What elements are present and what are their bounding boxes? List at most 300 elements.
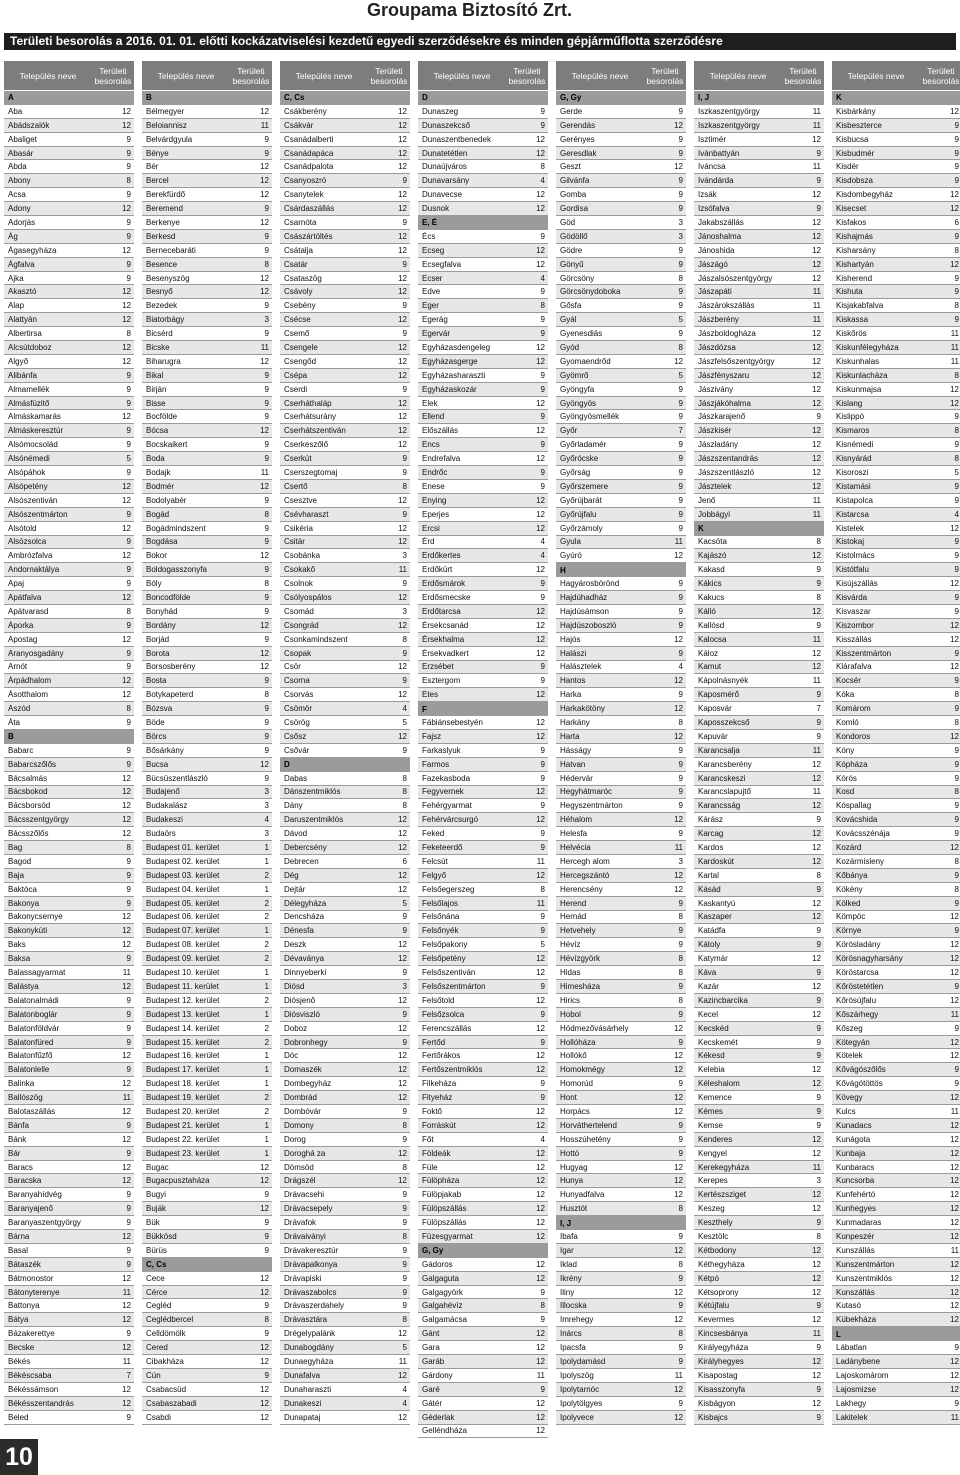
territorial-rating: 9 — [954, 815, 959, 825]
territorial-rating: 9 — [816, 731, 821, 741]
settlement-name: Kővágótöttös — [836, 1079, 883, 1089]
letter-section-header — [556, 91, 686, 105]
territorial-rating: 4 — [540, 176, 545, 186]
settlement-name: Csömör — [284, 704, 313, 714]
table-row — [280, 841, 410, 855]
territorial-rating: 12 — [122, 773, 131, 783]
table-row — [4, 272, 134, 286]
territorial-rating: 12 — [674, 1106, 683, 1116]
settlement-name: Kardoskút — [698, 856, 735, 866]
settlement-name: Budapest 15. kerület — [146, 1037, 220, 1047]
table-row — [556, 1244, 686, 1258]
table-row — [142, 605, 272, 619]
territorial-rating: 8 — [954, 454, 959, 464]
table-row — [4, 369, 134, 383]
territorial-rating: 9 — [264, 565, 269, 575]
table-row — [418, 272, 548, 286]
table-row — [280, 244, 410, 258]
table-row — [418, 313, 548, 327]
table-row — [556, 480, 686, 494]
settlement-name: Bezedek — [146, 301, 178, 311]
table-row — [694, 966, 824, 980]
territorial-rating: 9 — [954, 176, 959, 186]
table-row — [142, 216, 272, 230]
territorial-rating: 8 — [678, 995, 683, 1005]
territorial-rating: 1 — [264, 843, 269, 853]
section-letter: K — [698, 524, 704, 534]
table-row — [418, 730, 548, 744]
table-row — [418, 480, 548, 494]
table-row — [556, 897, 686, 911]
settlement-name: Bugyi — [146, 1190, 167, 1200]
settlement-name: Klárafalva — [836, 662, 872, 672]
territorial-rating: 9 — [954, 1079, 959, 1089]
table-row — [142, 952, 272, 966]
table-row — [694, 452, 824, 466]
territorial-rating: 12 — [260, 1287, 269, 1297]
settlement-name: Kevermes — [698, 1315, 735, 1325]
territorial-rating: 9 — [264, 593, 269, 602]
table-row — [280, 702, 410, 716]
territorial-rating: 8 — [264, 1315, 269, 1325]
table-row — [556, 147, 686, 161]
table-row — [4, 105, 134, 119]
settlement-name: Csákvár — [284, 120, 314, 130]
settlement-name: Apátvarasd — [8, 606, 49, 616]
territorial-rating: 12 — [536, 356, 545, 366]
territorial-rating: 12 — [260, 190, 269, 200]
territorial-rating: 9 — [540, 1009, 545, 1019]
settlement-name: Csonkamindszent — [284, 634, 348, 644]
territorial-rating: 12 — [536, 787, 545, 797]
table-row — [280, 299, 410, 313]
territorial-rating: 12 — [950, 1176, 959, 1186]
settlement-name: Battonya — [8, 1301, 40, 1311]
table-row — [694, 355, 824, 369]
settlement-name: Alsózsolca — [8, 537, 47, 547]
table-row — [694, 1216, 824, 1230]
settlement-name: Ág — [8, 231, 18, 241]
table-row — [418, 452, 548, 466]
header-name-label: Település neve — [19, 70, 77, 81]
territorial-rating: 12 — [398, 1023, 407, 1033]
table-row — [4, 716, 134, 730]
settlement-name: Kisbucsa — [836, 134, 869, 144]
settlement-name: Kőszárhegy — [836, 1009, 879, 1019]
table-row — [832, 966, 960, 980]
settlement-name: Iklad — [560, 1259, 577, 1269]
table-row — [418, 119, 548, 133]
territorial-rating: 12 — [398, 495, 407, 505]
territorial-rating: 12 — [674, 356, 683, 366]
table-row — [556, 285, 686, 299]
table-row — [142, 633, 272, 647]
settlement-name: Drégelypalánk — [284, 1329, 336, 1339]
territorial-rating: 8 — [678, 954, 683, 964]
territorial-rating: 12 — [950, 843, 959, 853]
section-letter: C, Cs — [146, 1260, 167, 1270]
settlement-name: Egyházasdengeleg — [422, 342, 491, 352]
settlement-name: Berekfürdő — [146, 190, 186, 200]
table-row — [418, 410, 548, 424]
territorial-rating: 12 — [674, 1245, 683, 1255]
settlement-name: Budapest 10. kerület — [146, 968, 220, 978]
settlement-name: Jenő — [698, 495, 716, 505]
table-row — [280, 508, 410, 522]
table-row — [142, 897, 272, 911]
territorial-rating: 8 — [402, 634, 407, 644]
table-row — [694, 1133, 824, 1147]
column-header — [142, 61, 272, 90]
settlement-name: Kisújszállás — [836, 579, 878, 589]
settlement-name: Diósjenő — [284, 995, 316, 1005]
territorial-rating: 9 — [678, 745, 683, 755]
settlement-name: Békéscsaba — [8, 1370, 52, 1380]
territorial-rating: 1 — [264, 1079, 269, 1089]
table-row — [142, 1063, 272, 1077]
table-row — [556, 1008, 686, 1022]
table-row — [418, 1383, 548, 1397]
settlement-name: Kákics — [698, 579, 722, 589]
settlement-name: Csataszög — [284, 273, 322, 283]
settlement-name: Jászkisér — [698, 426, 732, 436]
territorial-rating: 8 — [264, 259, 269, 269]
table-row — [4, 1174, 134, 1188]
territorial-rating: 9 — [954, 676, 959, 686]
settlement-name: Hegyhátmaróc — [560, 787, 613, 797]
letter-section-header — [832, 1327, 960, 1341]
settlement-name: Hirics — [560, 995, 580, 1005]
settlement-name: Himesháza — [560, 981, 601, 991]
territorial-rating: 9 — [402, 384, 407, 394]
settlement-name: Erdőtarcsa — [422, 606, 461, 616]
table-row — [4, 1091, 134, 1105]
settlement-name: Kövegy — [836, 1093, 863, 1103]
territorial-rating: 12 — [122, 481, 131, 491]
settlement-name: Bácsszőlős — [8, 829, 49, 839]
settlement-name: Békés — [8, 1356, 31, 1366]
settlement-name: Káva — [698, 968, 717, 978]
settlement-name: Jászberény — [698, 315, 739, 325]
territorial-rating: 12 — [122, 204, 131, 214]
settlement-name: Bózsva — [146, 704, 173, 714]
table-row — [418, 674, 548, 688]
table-row — [142, 299, 272, 313]
settlement-name: Kórós — [836, 773, 857, 783]
settlement-name: Ipacsfa — [560, 1343, 586, 1353]
table-row — [280, 938, 410, 952]
territorial-rating: 12 — [950, 579, 959, 589]
table-row — [418, 133, 548, 147]
settlement-name: Érsekvadkert — [422, 648, 469, 658]
settlement-name: Kunszentmárton — [836, 1259, 895, 1269]
settlement-name: Kozárd — [836, 843, 862, 853]
table-row — [556, 966, 686, 980]
settlement-name: Csebény — [284, 301, 316, 311]
settlement-name: Kékesd — [698, 1051, 725, 1061]
table-row — [4, 688, 134, 702]
table-row — [694, 160, 824, 174]
settlement-name: Isztimér — [698, 134, 726, 144]
territorial-rating: 9 — [126, 190, 131, 200]
table-row — [4, 1063, 134, 1077]
table-row — [142, 272, 272, 286]
territorial-rating: 12 — [812, 1398, 821, 1408]
table-row — [142, 1091, 272, 1105]
table-row — [832, 786, 960, 800]
territorial-rating: 9 — [678, 1398, 683, 1408]
table-row — [694, 994, 824, 1008]
settlement-name: Geresdlak — [560, 148, 597, 158]
settlement-name: Dinnyeberki — [284, 968, 327, 978]
territorial-rating: 8 — [816, 870, 821, 880]
table-row — [142, 1230, 272, 1244]
settlement-name: Basal — [8, 1245, 29, 1255]
territorial-rating: 8 — [402, 1120, 407, 1130]
table-row — [142, 924, 272, 938]
settlement-name: Jászjákóhalma — [698, 398, 751, 408]
table-row — [418, 1313, 548, 1327]
table-row — [694, 1105, 824, 1119]
territorial-rating: 9 — [126, 954, 131, 964]
table-row — [142, 1244, 272, 1258]
territorial-rating: 9 — [402, 217, 407, 227]
settlement-name: Halásztelek — [560, 662, 602, 672]
table-row — [694, 1272, 824, 1286]
settlement-name: Helvécia — [560, 843, 591, 853]
territorial-rating: 8 — [954, 245, 959, 255]
settlement-name: Dunaszekcső — [422, 120, 471, 130]
territorial-rating: 12 — [398, 440, 407, 450]
territorial-rating: 9 — [126, 579, 131, 589]
settlement-name: Drágszél — [284, 1176, 316, 1186]
territorial-rating: 12 — [950, 1287, 959, 1297]
settlement-name: Lakhegy — [836, 1398, 867, 1408]
settlement-name: Kelebia — [698, 1065, 725, 1075]
territorial-rating: 12 — [812, 1259, 821, 1269]
settlement-name: Gerényes — [560, 134, 595, 144]
letter-section-header — [418, 702, 548, 716]
territorial-rating: 12 — [812, 1370, 821, 1380]
territorial-rating: 9 — [402, 1301, 407, 1311]
settlement-name: Hantos — [560, 676, 586, 686]
settlement-name: Balatonföldvár — [8, 1023, 60, 1033]
table-row — [556, 397, 686, 411]
territorial-rating: 9 — [126, 1329, 131, 1339]
table-row — [142, 827, 272, 841]
settlement-name: Alsószentmárton — [8, 509, 68, 519]
table-row — [418, 786, 548, 800]
table-row — [4, 285, 134, 299]
territorial-rating: 12 — [536, 148, 545, 158]
settlement-name: Ajka — [8, 273, 24, 283]
table-row — [280, 897, 410, 911]
table-row — [4, 188, 134, 202]
table-row — [280, 1355, 410, 1369]
settlement-name: Előszállás — [422, 426, 459, 436]
settlement-name: Bakonykúti — [8, 926, 48, 936]
territorial-rating: 12 — [812, 829, 821, 839]
settlement-name: Káloz — [698, 648, 719, 658]
territorial-rating: 9 — [678, 245, 683, 255]
settlement-name: Dejtár — [284, 884, 306, 894]
table-row — [556, 938, 686, 952]
table-row — [280, 272, 410, 286]
territorial-rating: 8 — [402, 801, 407, 811]
territorial-rating: 9 — [402, 648, 407, 658]
settlement-name: Bősárkány — [146, 745, 184, 755]
table-row — [142, 1202, 272, 1216]
territorial-rating: 12 — [536, 731, 545, 741]
settlement-name: Ivándárda — [698, 176, 734, 186]
settlement-name: Kemence — [698, 1093, 732, 1103]
territorial-rating: 9 — [540, 579, 545, 589]
settlement-name: Körösnagyharsány — [836, 954, 903, 964]
table-row — [4, 911, 134, 925]
settlement-name: Kulcs — [836, 1106, 856, 1116]
settlement-name: Ecser — [422, 273, 443, 283]
territorial-rating: 12 — [122, 315, 131, 325]
section-letter: C, Cs — [284, 93, 305, 103]
territorial-rating: 9 — [402, 1245, 407, 1255]
settlement-name: Farmos — [422, 759, 450, 769]
table-row — [556, 258, 686, 272]
territorial-rating: 9 — [816, 565, 821, 575]
territorial-rating: 12 — [812, 759, 821, 769]
table-row — [142, 1355, 272, 1369]
settlement-name: Kistapolca — [836, 495, 873, 505]
table-row — [418, 147, 548, 161]
settlement-name: Baja — [8, 870, 25, 880]
settlement-name: Iszkaszentgyörgy — [698, 106, 760, 116]
territorial-rating: 8 — [402, 1315, 407, 1325]
table-row — [556, 410, 686, 424]
table-row — [418, 536, 548, 550]
territorial-rating: 12 — [398, 523, 407, 533]
table-row — [694, 813, 824, 827]
territorial-rating: 9 — [540, 120, 545, 130]
settlement-name: Galgamácsa — [422, 1315, 467, 1325]
settlement-name: Budakalász — [146, 801, 188, 811]
territorial-rating: 9 — [264, 606, 269, 616]
settlement-name: Felsőzsolca — [422, 1009, 465, 1019]
settlement-name: Karancsság — [698, 801, 741, 811]
settlement-name: Deszk — [284, 940, 307, 950]
table-row — [418, 1091, 548, 1105]
table-row — [142, 966, 272, 980]
table-row — [418, 605, 548, 619]
territorial-rating: 12 — [398, 1370, 407, 1380]
settlement-name: Karancskeszi — [698, 773, 746, 783]
settlement-name: Abasár — [8, 148, 34, 158]
settlement-name: Kisnyárád — [836, 454, 872, 464]
territorial-rating: 9 — [954, 606, 959, 616]
table-row — [142, 522, 272, 536]
territorial-rating: 9 — [540, 412, 545, 422]
territorial-rating: 12 — [812, 1190, 821, 1200]
table-row — [4, 1369, 134, 1383]
territorial-rating: 9 — [540, 106, 545, 116]
table-row — [694, 1369, 824, 1383]
territorial-rating: 12 — [122, 829, 131, 839]
settlement-name: Bánk — [8, 1134, 27, 1144]
table-row — [4, 1188, 134, 1202]
territorial-rating: 12 — [812, 898, 821, 908]
settlement-name: Drávasztára — [284, 1315, 328, 1325]
settlement-name: Böde — [146, 718, 165, 728]
settlement-name: Jánoshalma — [698, 231, 742, 241]
table-row — [4, 938, 134, 952]
territorial-rating: 5 — [954, 467, 959, 477]
settlement-name: Katymár — [698, 954, 728, 964]
table-row — [142, 160, 272, 174]
table-row — [694, 1341, 824, 1355]
settlement-name: Dévaványa — [284, 954, 325, 964]
settlement-name: Kunpeszér — [836, 1231, 875, 1241]
territorial-rating: 12 — [122, 1301, 131, 1311]
territorial-rating: 9 — [540, 593, 545, 602]
table-row — [832, 1369, 960, 1383]
table-row — [142, 285, 272, 299]
table-row — [280, 688, 410, 702]
territorial-rating: 8 — [954, 718, 959, 728]
territorial-rating: 2 — [264, 1037, 269, 1047]
territorial-rating: 9 — [954, 231, 959, 241]
table-row — [418, 1022, 548, 1036]
settlement-name: Bodajk — [146, 467, 171, 477]
table-row — [142, 980, 272, 994]
territorial-rating: 9 — [678, 481, 683, 491]
territorial-rating: 12 — [398, 356, 407, 366]
territorial-rating: 12 — [398, 370, 407, 380]
settlement-name: Budapest 04. kerület — [146, 884, 220, 894]
territorial-rating: 12 — [536, 1426, 545, 1436]
settlement-name: Écs — [422, 231, 436, 241]
settlement-name: Csávoly — [284, 287, 313, 297]
settlement-name: Kisdombegyház — [836, 190, 893, 200]
territorial-rating: 9 — [126, 1023, 131, 1033]
settlement-name: Göd — [560, 217, 576, 227]
territorial-rating: 12 — [950, 1231, 959, 1241]
table-row — [4, 897, 134, 911]
settlement-name: Bagod — [8, 856, 32, 866]
settlement-name: Dorog — [284, 1134, 306, 1144]
header-rating-label: Területi besorolás — [94, 65, 132, 86]
table-row — [832, 716, 960, 730]
table-row — [280, 744, 410, 758]
territorial-rating: 9 — [816, 884, 821, 894]
territorial-rating: 12 — [812, 662, 821, 672]
settlement-name: Jászfényszaru — [698, 370, 750, 380]
letter-section-header — [142, 1258, 272, 1272]
territorial-rating: 9 — [540, 384, 545, 394]
territorial-rating: 12 — [950, 1037, 959, 1047]
table-row — [418, 869, 548, 883]
settlement-name: Herend — [560, 898, 587, 908]
territorial-rating: 9 — [126, 134, 131, 144]
table-row — [4, 147, 134, 161]
settlement-name: Kocsér — [836, 676, 861, 686]
territorial-rating: 9 — [954, 315, 959, 325]
table-row — [832, 480, 960, 494]
settlement-name: Csesztve — [284, 495, 317, 505]
settlement-name: Aranyosgadány — [8, 648, 64, 658]
settlement-name: Aszód — [8, 704, 31, 714]
settlement-name: Diósd — [284, 981, 305, 991]
table-row — [694, 480, 824, 494]
territorial-rating: 12 — [398, 162, 407, 172]
table-row — [418, 1299, 548, 1313]
